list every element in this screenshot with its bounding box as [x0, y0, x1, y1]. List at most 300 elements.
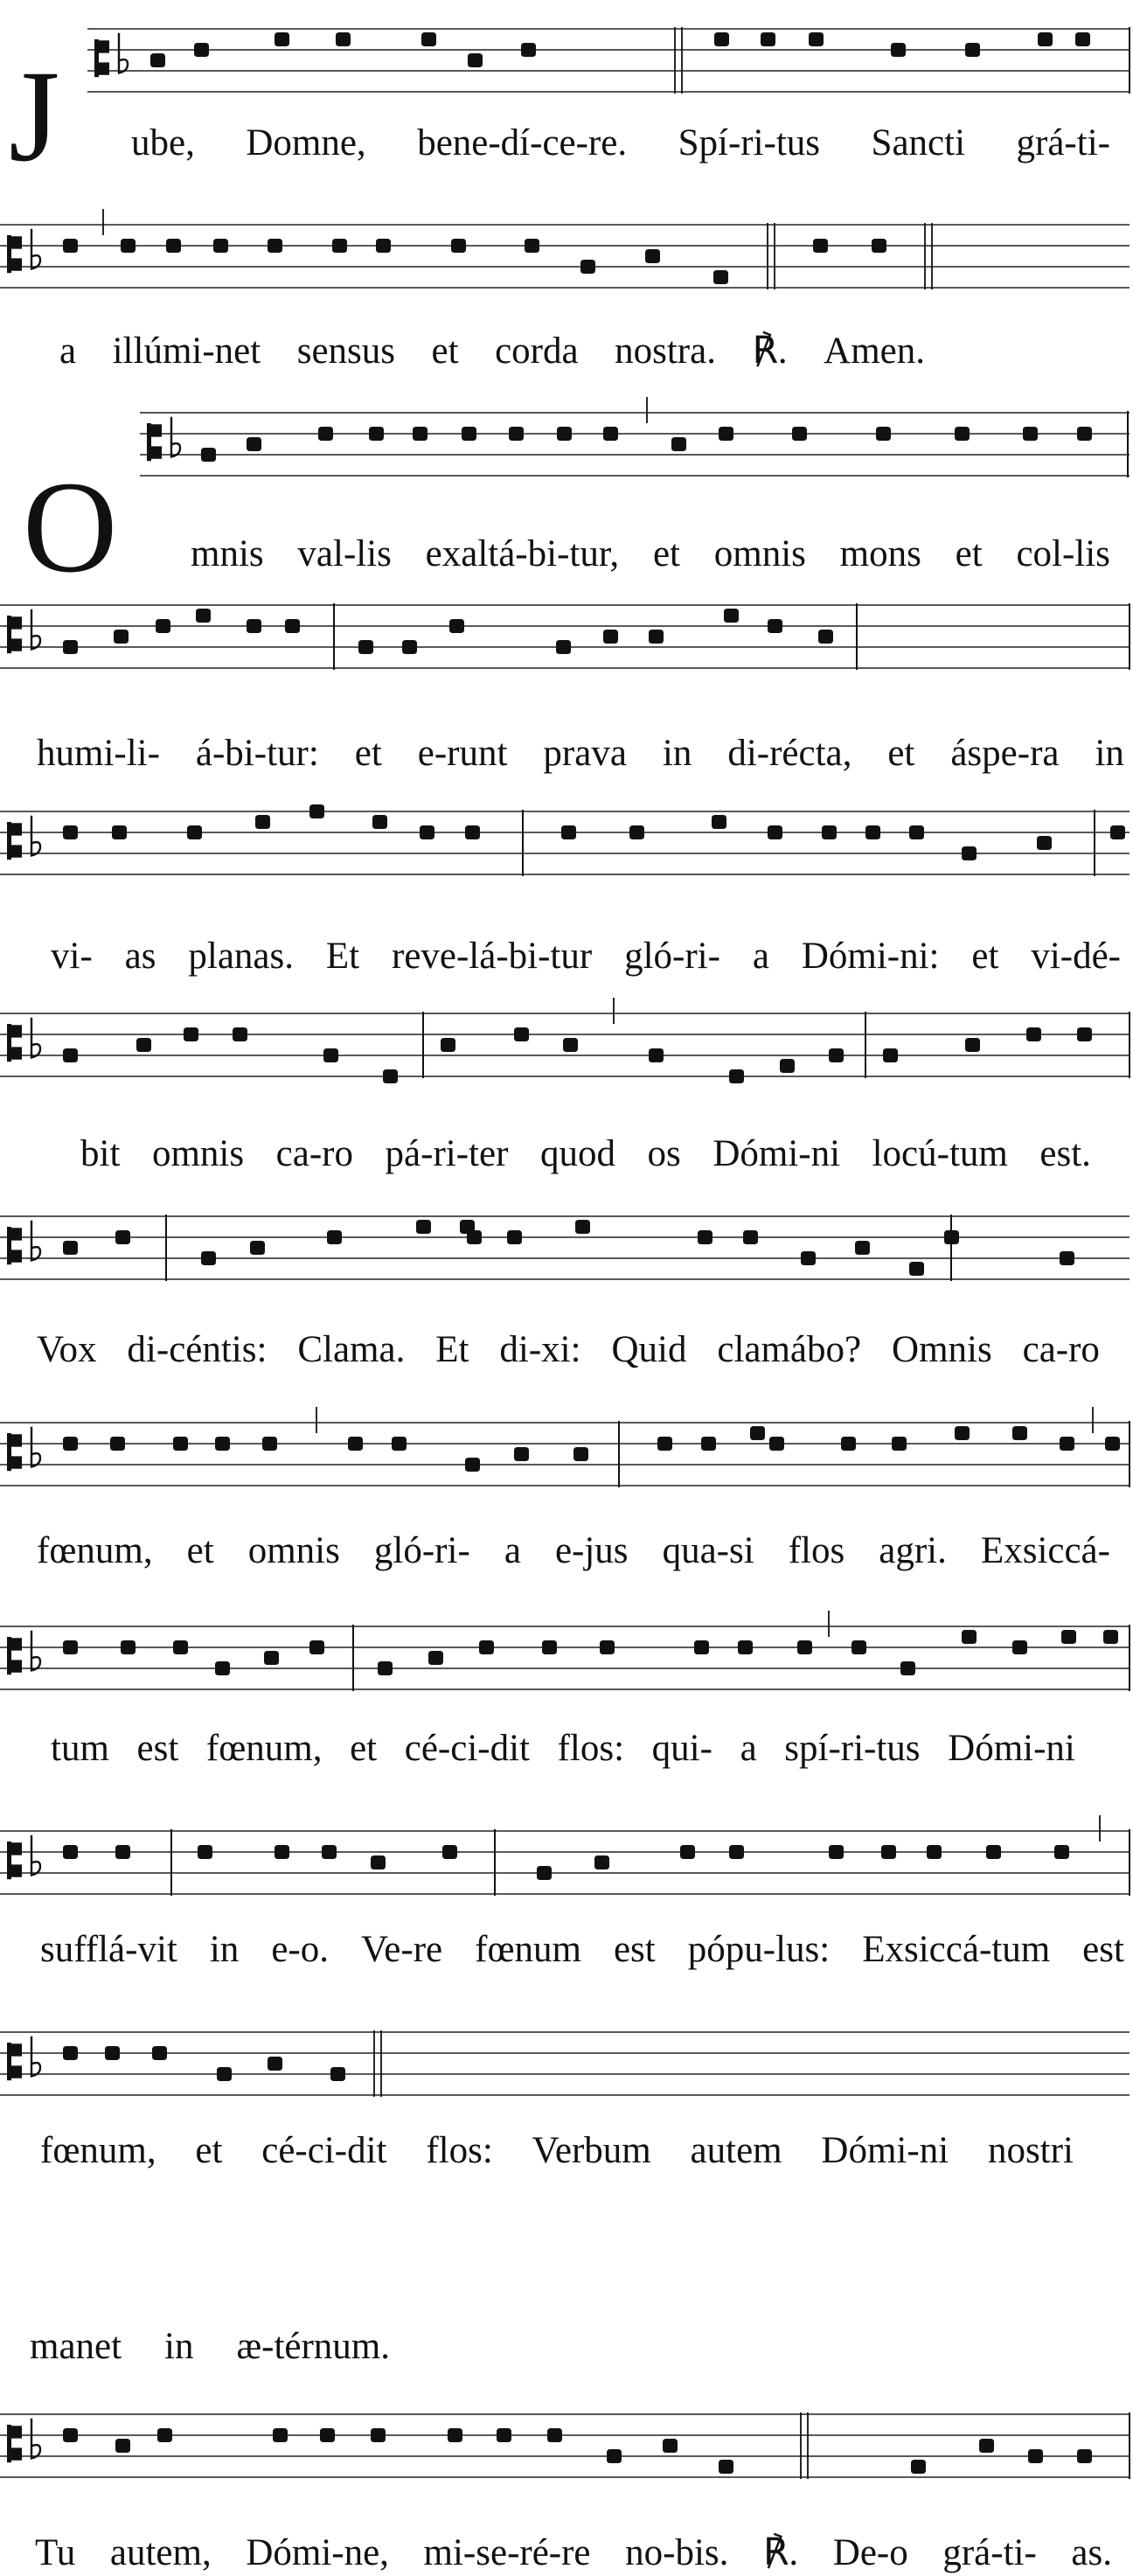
neume-note — [955, 427, 970, 441]
neume-note — [63, 239, 78, 253]
neume-note — [962, 1630, 977, 1644]
neume-note — [1054, 1845, 1069, 1859]
neume-note — [448, 2428, 462, 2442]
neume-note — [392, 1437, 407, 1451]
neume-note — [1012, 1426, 1027, 1440]
neume-note — [719, 427, 733, 441]
neume-note — [768, 825, 782, 839]
neume-note — [829, 1048, 844, 1062]
lyric-word: in — [1095, 733, 1124, 774]
neume-note — [369, 427, 384, 441]
neume-note — [563, 1038, 578, 1052]
lyric-word: sensus — [296, 331, 396, 372]
lyric-word: ℟. — [762, 2532, 799, 2573]
neume-note — [173, 1640, 188, 1654]
neume-note — [250, 1241, 265, 1255]
neume-note — [719, 2460, 733, 2474]
lyric-word: manet — [30, 2326, 122, 2367]
neume-note — [1077, 427, 1092, 441]
clef-stem — [7, 1637, 11, 1674]
neume-note — [1103, 1630, 1118, 1644]
neume-note — [909, 825, 924, 839]
lyric-word: Spí-ri-tus — [678, 122, 821, 164]
clef-stem — [94, 39, 99, 77]
flat-sign — [31, 1835, 40, 1876]
neume-note — [497, 2428, 511, 2442]
lyric-word: as. — [1071, 2532, 1112, 2573]
neume-note — [1075, 32, 1090, 46]
neume-note — [264, 1651, 279, 1665]
neume-note — [965, 43, 980, 57]
flat-sign — [31, 1221, 40, 1261]
flat-sign — [31, 1018, 40, 1058]
neume-note — [201, 448, 216, 462]
lyric-word: mnis — [191, 533, 264, 574]
neume-note — [521, 43, 536, 57]
clef-head — [99, 40, 109, 75]
neume-note — [1110, 825, 1125, 839]
neume-note — [416, 1220, 431, 1234]
lyric-word: in — [164, 2326, 194, 2367]
lyric-word: fœnum — [475, 1929, 581, 1970]
clef-head — [11, 1842, 22, 1877]
neume-note — [855, 1241, 870, 1255]
neume-note — [157, 2428, 172, 2442]
clef-head — [11, 1228, 22, 1263]
lyric-word: est — [613, 1929, 656, 1970]
lyric-word: et — [195, 2130, 223, 2171]
lyric-word: Verbum — [532, 2130, 651, 2171]
lyric-line — [37, 733, 1124, 775]
neume-note — [851, 1640, 866, 1654]
neume-note — [112, 825, 127, 839]
neume-note — [900, 1661, 915, 1675]
neume-note — [115, 2439, 130, 2453]
lyric-word: qui- — [651, 1728, 712, 1769]
lyric-word: Quid — [611, 1329, 687, 1370]
neume-note — [63, 1437, 78, 1451]
lyric-word: os — [647, 1133, 681, 1174]
neume-note — [309, 804, 324, 818]
neume-note — [911, 2460, 926, 2474]
neume-note — [196, 609, 211, 623]
neume-note — [449, 619, 464, 633]
neume-note — [603, 630, 618, 644]
neume-note — [649, 1048, 664, 1062]
neume-note — [575, 1220, 590, 1234]
neume-note — [372, 815, 387, 829]
neume-note — [514, 1447, 529, 1461]
neume-note — [371, 2428, 386, 2442]
neume-note — [841, 1437, 856, 1451]
neume-note — [580, 260, 595, 274]
neume-note — [1060, 1437, 1074, 1451]
clef-stem — [7, 2043, 11, 2080]
neume-note — [645, 249, 660, 263]
flat-sign — [31, 816, 40, 856]
neume-note — [600, 1640, 615, 1654]
neume-note — [729, 1845, 744, 1859]
lyric-word: Exsiccá- — [980, 1530, 1110, 1571]
lyric-word: ube, — [131, 122, 195, 164]
lyric-word: gló-ri- — [373, 1530, 470, 1571]
neume-note — [891, 43, 906, 57]
lyric-word: est. — [1039, 1133, 1091, 1174]
neume-note — [809, 32, 824, 46]
lyric-word: cé-ci-dit — [404, 1728, 530, 1769]
neume-note — [114, 630, 129, 644]
neume-note — [63, 1048, 78, 1062]
lyric-word: áspe-ra — [950, 733, 1060, 774]
neume-note — [371, 1855, 386, 1869]
neume-note — [509, 427, 524, 441]
lyric-line — [37, 1329, 1100, 1371]
neume-note — [1060, 1251, 1074, 1265]
neume-note — [680, 1845, 695, 1859]
neume-note — [629, 825, 644, 839]
neume-note — [768, 619, 782, 633]
lyric-word: planas. — [188, 936, 294, 977]
clef-stem — [7, 235, 11, 273]
lyric-word: et — [350, 1728, 378, 1769]
lyric-word: grá-ti- — [942, 2532, 1037, 2573]
neume-note — [383, 1069, 398, 1083]
lyric-word: reve-lá-bi-tur — [392, 936, 593, 977]
lyric-word: et — [955, 533, 983, 574]
neume-note — [247, 619, 261, 633]
drop-cap-initial: J — [9, 44, 60, 189]
neume-note — [442, 1845, 457, 1859]
neume-note — [1077, 2449, 1092, 2463]
neume-note — [194, 43, 209, 57]
clef-head — [11, 616, 22, 651]
flat-sign — [31, 1427, 40, 1467]
neume-note — [348, 1437, 363, 1451]
lyric-word: illúmi-net — [112, 331, 261, 372]
staff-system — [0, 1611, 1130, 1691]
neume-note — [1028, 2449, 1043, 2463]
neume-note — [694, 1640, 709, 1654]
neume-note — [233, 1027, 247, 1041]
lyric-word: humi-li- — [37, 733, 160, 774]
lyric-word: Vox — [37, 1329, 97, 1370]
neume-note — [275, 1845, 289, 1859]
flat-sign — [119, 33, 128, 73]
neume-note — [1038, 32, 1053, 46]
neume-note — [247, 437, 261, 451]
neume-note — [761, 32, 775, 46]
neume-note — [115, 1845, 130, 1859]
lyric-word: a — [504, 1530, 521, 1571]
neume-note — [63, 2046, 78, 2060]
clef-stem — [7, 1024, 11, 1062]
staff-system — [87, 27, 1130, 94]
neume-note — [881, 1845, 896, 1859]
clef-head — [11, 2043, 22, 2078]
lyric-word: Dómi-ni — [821, 2130, 949, 2171]
neume-note — [215, 1437, 230, 1451]
flat-sign — [171, 417, 180, 457]
neume-note — [507, 1230, 522, 1244]
neume-note — [1077, 1027, 1092, 1041]
neume-note — [883, 1048, 898, 1062]
lyric-line — [191, 533, 1110, 575]
neume-note — [358, 640, 373, 654]
neume-note — [121, 239, 136, 253]
lyric-word: est — [1082, 1929, 1124, 1970]
neume-note — [330, 2067, 345, 2081]
neume-note — [318, 427, 333, 441]
flat-sign — [31, 609, 40, 650]
clef-stem — [7, 1227, 11, 1264]
lyric-word: Ve-re — [361, 1929, 443, 1970]
lyric-word: fœnum, — [37, 1530, 153, 1571]
lyric-word: a — [59, 331, 77, 372]
neume-note — [607, 2449, 622, 2463]
lyric-line — [131, 122, 1110, 164]
lyric-word: omnis — [151, 1133, 245, 1174]
neume-note — [441, 1038, 455, 1052]
lyric-line — [40, 2130, 1074, 2172]
staff-system — [0, 209, 1130, 289]
neume-note — [594, 1855, 609, 1869]
lyric-word: gló-ri- — [624, 936, 720, 977]
lyric-word: est — [136, 1728, 179, 1769]
neume-note — [1026, 1027, 1041, 1041]
lyric-word: et — [971, 936, 999, 977]
neume-note — [561, 825, 576, 839]
neume-note — [573, 1447, 588, 1461]
neume-note — [468, 53, 483, 67]
lyric-word: as — [124, 936, 156, 977]
lyric-word: grá-ti- — [1016, 122, 1110, 164]
neume-note — [63, 1845, 78, 1859]
neume-note — [986, 1845, 1001, 1859]
clef-stem — [7, 616, 11, 653]
neume-note — [714, 32, 729, 46]
staff-systems — [0, 27, 1130, 2479]
lyric-word: De-o — [832, 2532, 908, 2573]
lyric-word: tum — [51, 1728, 109, 1769]
neume-note — [801, 1251, 816, 1265]
neume-note — [262, 1437, 277, 1451]
lyric-word: mi-se-ré-re — [423, 2532, 591, 2573]
lyric-word: á-bi-tur: — [195, 733, 319, 774]
lyric-word: exaltá-bi-tur, — [425, 533, 620, 574]
lyric-word: autem — [690, 2130, 782, 2171]
lyric-word: Sancti — [871, 122, 966, 164]
clef-head — [11, 2426, 22, 2461]
lyric-word: Tu — [35, 2532, 76, 2573]
flat-sign — [31, 2419, 40, 2459]
clef-head — [11, 236, 22, 271]
neume-note — [822, 825, 837, 839]
neume-note — [829, 1845, 844, 1859]
neume-note — [514, 1027, 529, 1041]
neume-note — [173, 1437, 188, 1451]
lyric-word: Et — [325, 936, 360, 977]
lyric-word: Exsiccá-tum — [862, 1929, 1051, 1970]
lyric-word: no-bis. — [625, 2532, 729, 2573]
clef-head — [11, 1638, 22, 1673]
clef-stem — [7, 822, 11, 860]
neume-note — [327, 1230, 342, 1244]
neume-note — [657, 1437, 672, 1451]
staff-system — [0, 2412, 1130, 2479]
neume-note — [421, 32, 436, 46]
lyric-line — [51, 1728, 1075, 1770]
lyric-word: prava — [543, 733, 627, 774]
neume-note — [479, 1640, 494, 1654]
lyric-word: et — [186, 1530, 214, 1571]
neume-note — [451, 239, 466, 253]
lyric-word: Et — [435, 1329, 469, 1370]
neume-note — [150, 53, 165, 67]
neume-note — [323, 1048, 338, 1062]
lyric-word: bene-dí-ce-re. — [417, 122, 628, 164]
neume-note — [724, 609, 739, 623]
lyric-word: nostri — [987, 2130, 1074, 2171]
staff-system — [0, 603, 1130, 670]
clef-stem — [7, 1841, 11, 1879]
neume-note — [818, 630, 833, 644]
staff-system — [0, 1815, 1130, 1896]
lyric-word: di-céntis: — [127, 1329, 268, 1370]
lyric-word: sufflá-vit — [40, 1929, 177, 1970]
neume-note — [465, 1458, 480, 1472]
drop-cap-initial: O — [23, 455, 118, 600]
neume-note — [979, 2439, 994, 2453]
neume-note — [876, 427, 891, 441]
neume-note — [402, 640, 417, 654]
neume-note — [542, 1640, 557, 1654]
neume-note — [729, 1069, 744, 1083]
neume-note — [184, 1027, 198, 1041]
lyric-word: quod — [539, 1133, 615, 1174]
lyric-word: col-lis — [1016, 533, 1110, 574]
neume-note — [428, 1651, 443, 1665]
neume-note — [872, 239, 886, 253]
neume-note — [198, 1845, 212, 1859]
neume-note — [217, 2067, 232, 2081]
neume-note — [1023, 427, 1038, 441]
staff-system — [0, 1407, 1130, 1487]
lyric-word: fœnum, — [40, 2130, 156, 2171]
neume-note — [156, 619, 170, 633]
neume-note — [780, 1059, 795, 1073]
lyric-word: in — [662, 733, 692, 774]
clef-head — [11, 1025, 22, 1060]
neume-note — [166, 239, 181, 253]
lyric-word: flos: — [426, 2130, 493, 2171]
neume-note — [110, 1437, 125, 1451]
lyric-word: omnis — [713, 533, 806, 574]
staff-system — [0, 2030, 1130, 2097]
lyric-word: e-jus — [554, 1530, 629, 1571]
neume-note — [603, 427, 618, 441]
lyric-word: agri. — [879, 1530, 947, 1571]
neume-note — [1061, 1630, 1076, 1644]
lyric-word: pópu-lus: — [687, 1929, 831, 1970]
neume-note — [467, 1230, 482, 1244]
lyric-word: qua-si — [662, 1530, 754, 1571]
neume-note — [309, 1640, 324, 1654]
lyric-word: clamábo? — [717, 1329, 862, 1370]
lyric-word: Dómi-ni — [712, 1133, 841, 1174]
clef-head — [11, 1434, 22, 1469]
clef-stem — [7, 1433, 11, 1471]
neume-note — [892, 1437, 907, 1451]
flat-sign — [31, 229, 40, 269]
lyric-word: ℟. — [752, 331, 788, 372]
neume-note — [1105, 1437, 1120, 1451]
neume-note — [275, 32, 289, 46]
lyric-word: Domne, — [246, 122, 366, 164]
neume-note — [322, 1845, 337, 1859]
lyric-word: ca-ro — [275, 1133, 353, 1174]
neume-note — [712, 815, 726, 829]
neume-note — [255, 815, 270, 829]
staff-system — [0, 1215, 1130, 1281]
neume-note — [927, 1845, 942, 1859]
lyric-word: flos — [788, 1530, 845, 1571]
neume-note — [285, 619, 300, 633]
neume-note — [955, 1426, 970, 1440]
neume-note — [547, 2428, 562, 2442]
lyric-word: corda — [495, 331, 579, 372]
lyric-line — [51, 936, 1121, 978]
lyric-word: e-runt — [417, 733, 508, 774]
staff-system — [0, 998, 1130, 1083]
lyric-word: vi-dé- — [1031, 936, 1121, 977]
flat-sign — [31, 1631, 40, 1671]
neume-note — [743, 1230, 758, 1244]
neume-note — [273, 2428, 288, 2442]
lyric-word: pá-ri-ter — [385, 1133, 509, 1174]
neume-note — [136, 1038, 151, 1052]
neume-note — [63, 640, 78, 654]
staff-system — [0, 804, 1130, 876]
neume-note — [268, 2057, 282, 2071]
neume-note — [63, 1640, 78, 1654]
neume-note — [769, 1437, 784, 1451]
lyric-word: Dómi-ne, — [246, 2532, 389, 2573]
neume-note — [63, 2428, 78, 2442]
neume-note — [187, 825, 202, 839]
neume-note — [201, 1251, 216, 1265]
lyric-word: di-xi: — [499, 1329, 581, 1370]
lyric-word: et — [354, 733, 382, 774]
neume-note — [152, 2046, 167, 2060]
lyric-line — [37, 1530, 1110, 1572]
neume-note — [537, 1866, 552, 1880]
neume-note — [962, 846, 977, 860]
clef-head — [11, 823, 22, 858]
lyric-word: di-récta, — [727, 733, 852, 774]
neume-note — [268, 239, 282, 253]
neume-note — [105, 2046, 120, 2060]
neume-note — [713, 270, 728, 284]
lyric-word: a — [752, 936, 769, 977]
lyric-line — [30, 2326, 390, 2368]
neume-note — [909, 1262, 924, 1276]
lyric-word: Amen. — [824, 331, 925, 372]
lyric-word: mons — [839, 533, 921, 574]
lyric-word: Omnis — [892, 1329, 992, 1370]
neume-note — [813, 239, 828, 253]
neume-note — [525, 239, 539, 253]
lyric-word: et — [652, 533, 680, 574]
